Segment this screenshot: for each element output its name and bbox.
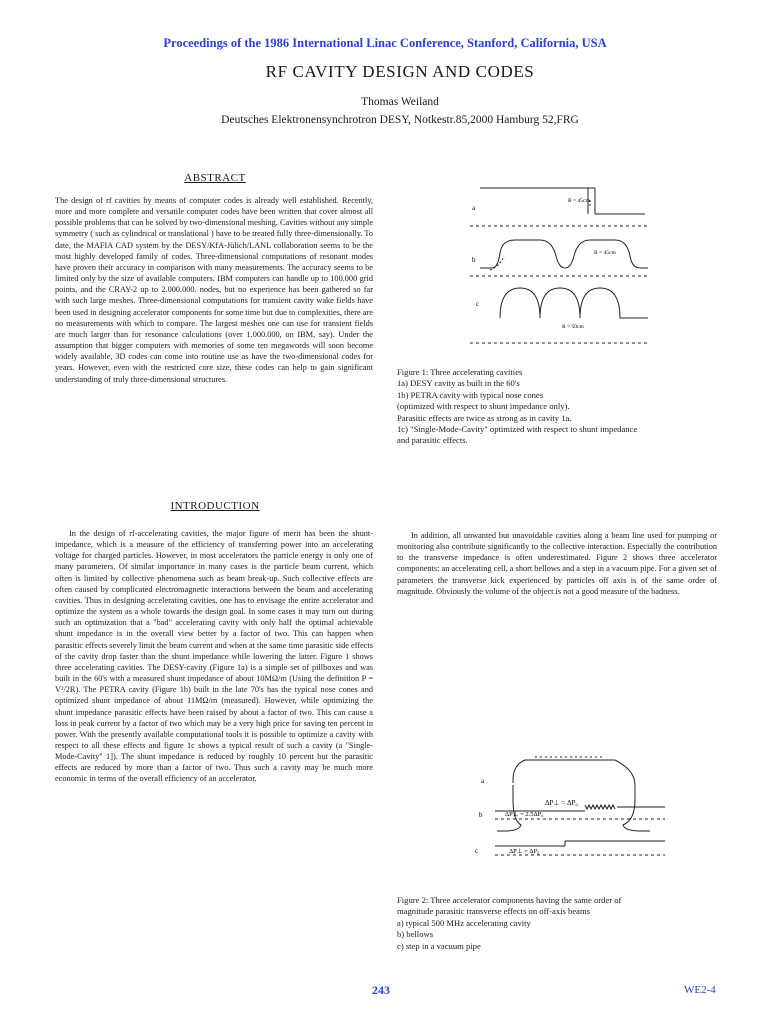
paper-code: WE2-4 xyxy=(684,984,716,996)
figure-1-cavities xyxy=(470,178,650,348)
fig1-caption-line: 1b) PETRA cavity with typical nose cones xyxy=(397,389,544,400)
fig2-caption-line: a) typical 500 MHz accelerating cavity xyxy=(397,917,531,928)
fig2-delta-a: ΔP⊥ = ΔP₀ xyxy=(545,799,578,807)
fig1-caption-line: and parasitic effects. xyxy=(397,435,468,446)
affiliation: Deutsches Elektronensynchrotron DESY, Notkestr.85,2000 Hamburg 52,FRG xyxy=(221,114,579,126)
author: Thomas Weiland xyxy=(361,96,439,108)
introduction-text: In the design of rf-accelerating cavities, the major figure of merit has been the shunt-impedance, which is a measure of the efficiency of transferring power into an accelerating voltage for charged particles. However, in most accelerators the particle energy is only one of many parameters. Of similar importance in many cases is the particle beam current, which often is limited by collective phenomena such as beam break-up. Such collective effects are often caused by complicated electromagnetic interactions between the beam and accelerating cavities. Thus in designing accelerating cavities, one has to envisage the entire accelerator and optimize the system as a whole towards the design goal. In some cases it may turn out during such an optimization that a "bad" accelerating cavity with only half the optimal achievable shunt impedance is in the overall view better by a factor of two. This can happen when parasitic effects severely limit the beam current and when at the same time parasitic side effects of the cavity drop faster than the shunt impedance while lowering the latter. Figure 1 shows three accelerating cavities. The DESY-cavity (Figure 1a) is a simple set of pillboxes and was built in the 60's with a measured shunt impedance of about 10MΩ/m (Using the definition P = V²/2R). The PETRA cavity (Figure 1b) built in the late 70's has the typical nose cones and optimized shunt impedance of about 11MΩ/m (measured). However, while optimizing the shunt impedance parasitic effects have been raised by about a factor of two. This can cause a loss in peak current by a factor of two which may be a very high price for saving ten percent in power. With the presently available computational tools it is possible to optimize a cavity with respect to all these effects and figure 1c shows a typical result of such a cavity (a "Single-Mode-Cavity" 1]). The shunt impedance is reduced by roughly 10 percent but the parasitic effects are reduced by more than a factor of two. Thus such a cavity may be much more economic in terms of the overall efficiency of an accelerator. xyxy=(55,529,373,784)
fig1-caption-line: Figure 1: Three accelerating cavities xyxy=(397,367,523,377)
fig2-caption-line: b) bellows xyxy=(397,929,434,940)
fig2-label-b: b xyxy=(479,811,483,819)
fig2-delta-c: ΔP⊥ = ΔP₀ xyxy=(509,848,540,855)
fig2-caption-line: c) step in a vacuum pipe xyxy=(397,940,481,951)
right-column-text: In addition, all unwanted but unavoidable cavities along a beam line used for pumping or monitoring also contribute significantly to the collective interaction. Especially the contribution to the transverse impedance is often underestimated. Figure 2 shows three accelerator components: an accelerating cell, a short bellows and a step in a vacuum pipe. For a given set of parameters the transverse kick experienced by particles off axis is of the same order of magnitude. Obviously the volume of the object is not a good measure of the badness. xyxy=(397,531,717,596)
fig1-caption-line: 1c) "Single-Mode-Cavity" optimized with respect to shunt impedance xyxy=(397,424,638,435)
fig1-dim-a: R = 45cm xyxy=(568,198,590,204)
fig1-label-a: a xyxy=(472,204,476,212)
figure-2-components xyxy=(475,745,675,865)
figure-1-caption xyxy=(397,367,727,447)
fig2-delta-b: ΔP⊥ = 2.5ΔP₀ xyxy=(505,811,544,818)
fig1-dim-b: R = 45cm xyxy=(594,250,616,256)
paper-title: RF CAVITY DESIGN AND CODES xyxy=(265,62,535,81)
fig1-caption-line: Parasitic effects are twice as strong as in cavity 1a. xyxy=(397,412,572,423)
fig1-label-c: c xyxy=(476,300,480,308)
fig2-label-c: c xyxy=(475,847,479,855)
fig2-label-a: a xyxy=(481,777,485,785)
abstract-heading: ABSTRACT xyxy=(184,172,246,184)
abstract-text: The design of rf cavities by means of computer codes is already well established. Recently, more and more complete and versatile computer codes have been written that cover almost all possible problems that can be solved by two-dimensional meshing. Cavities without any simple symmetry ( such as cylindrical or translational ) have to be treated fully three-dimensionally. To date, the MAFIA CAD system by the DESY/KfA-Jülich/LANL collaboration seems to be the most highly developed family of codes. Three-dimensional computations of resonant modes have proven their accuracy in comparison with many measurements. The accuracy seems to be limited only by the size of available computers. IBM computers can handle up to 100.000 grid points, and the CRAY-2 up to 2.000.000. nodes, but no experience has been gathered so far with such large meshes. Three-dimensional computations for transient cavity wake fields have been used in designing accelerator components for some time but due to complexities, there are no measurements with which to compare. The largest meshes one can use for transient fields are much larger than for resonance calculations (over 1.000.000, on IBM, say). Under the assumption that bigger computers with memories of some ten megawords will soon become widely available, 3D codes can come into routine use as have the two-dimensional codes for years. However, even with the restricted core size, these codes can help to gain significant understanding of truly three-dimensional structures. xyxy=(55,196,373,384)
fig2-caption-line: magnitude parasitic transverse effects on off-axis beams xyxy=(397,906,590,917)
proceedings-header: Proceedings of the 1986 International Linac Conference, Stanford, California, USA xyxy=(163,36,607,50)
introduction-heading: INTRODUCTION xyxy=(170,500,260,512)
fig1-dim-c: R = 50cm xyxy=(562,324,584,330)
fig1-caption-line: 1a) DESY cavity as built in the 60's xyxy=(397,378,520,389)
page-number: 243 xyxy=(372,983,390,997)
fig1-caption-line: (optimized with respect to shunt impedance only). xyxy=(397,401,570,412)
fig2-caption-line: Figure 2: Three accelerator components having the same order of xyxy=(397,895,622,905)
figure-2-caption xyxy=(397,895,727,952)
fig1-label-b: b xyxy=(472,256,476,264)
